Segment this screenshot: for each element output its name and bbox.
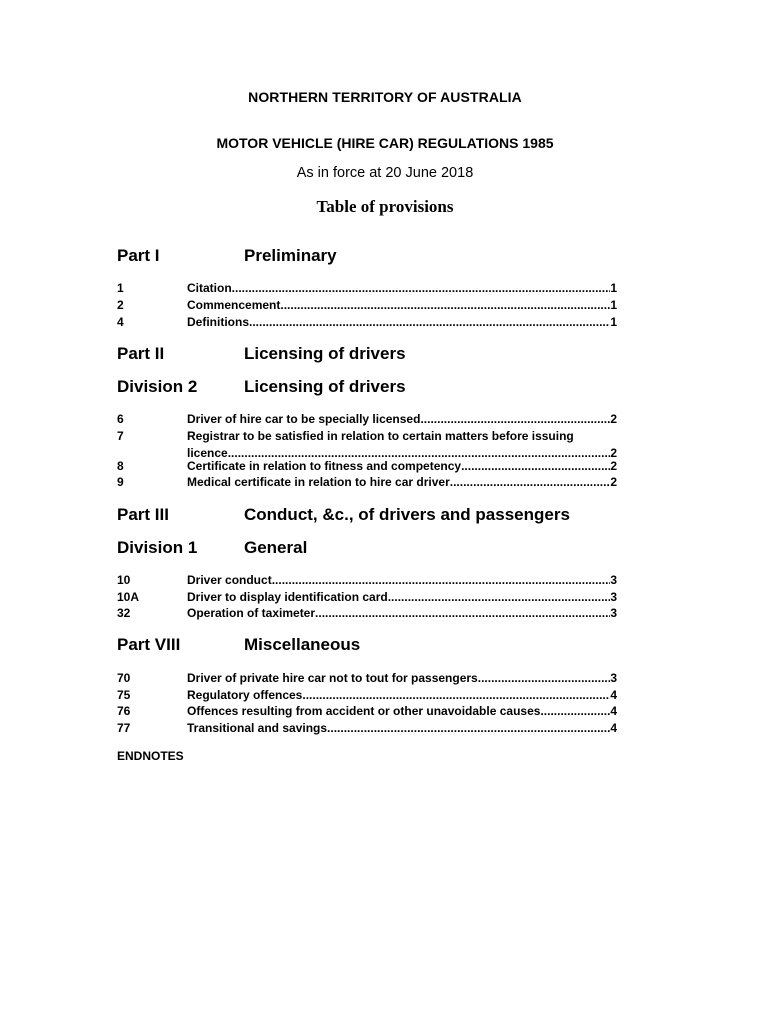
provision-title: Driver to display identification card: [187, 590, 388, 604]
dot-leader: [461, 458, 610, 475]
page-number: 2: [610, 412, 617, 426]
provision-title: Certificate in relation to fitness and competency: [187, 459, 462, 473]
provision-number: 32: [117, 606, 131, 620]
provision-title: Citation: [187, 281, 232, 295]
part-number: Part I: [117, 246, 160, 265]
dot-leader: [478, 670, 611, 687]
provision-number: 10A: [117, 590, 140, 604]
part-name: Conduct, &c., of drivers and passengers: [244, 505, 570, 524]
division-number: Division 2: [117, 377, 198, 396]
provision-number: 7: [117, 429, 124, 443]
provision-title: Commencement: [187, 298, 281, 312]
provision-number: 77: [117, 721, 131, 735]
part-number: Part III: [117, 505, 169, 524]
page-number: 4: [610, 704, 617, 718]
page-number: 4: [610, 721, 617, 735]
provision-title: licence: [187, 446, 228, 460]
provision-title: Offences resulting from accident or other unavoidable causes: [187, 704, 541, 718]
division-number: Division 1: [117, 538, 198, 557]
page-number: 2: [610, 459, 617, 473]
page-number: 4: [610, 688, 617, 702]
provision-number: 76: [117, 704, 131, 718]
in-force-date: As in force at 20 June 2018: [296, 165, 474, 181]
dot-leader: [450, 474, 611, 491]
dot-leader: [540, 703, 610, 720]
division-name: Licensing of drivers: [244, 377, 406, 396]
part-name: Preliminary: [244, 246, 337, 265]
page-number: 3: [610, 606, 617, 620]
page-number: 3: [610, 573, 617, 587]
page-number: 1: [610, 298, 617, 312]
endnotes-link[interactable]: ENDNOTES: [117, 749, 184, 763]
provision-title: Driver of hire car to be specially licensed: [187, 412, 421, 426]
part-name: Licensing of drivers: [244, 344, 406, 363]
page-number: 1: [610, 315, 617, 329]
provision-number: 8: [117, 459, 124, 473]
dot-leader: [302, 687, 610, 704]
dot-leader: [315, 605, 610, 622]
provision-number: 1: [117, 281, 124, 295]
provision-title: Driver of private hire car not to tout for passengers: [187, 671, 478, 685]
dot-leader: [327, 720, 610, 737]
provision-title: Transitional and savings: [187, 721, 328, 735]
provision-title: Definitions: [187, 315, 249, 329]
dot-leader: [232, 280, 611, 297]
provision-number: 2: [117, 298, 124, 312]
provision-number: 4: [117, 315, 124, 329]
dot-leader: [420, 411, 610, 428]
provision-number: 10: [117, 573, 131, 587]
page-number: 2: [610, 475, 617, 489]
provision-title-line1: Registrar to be satisfied in relation to certain matters before issuing: [187, 429, 574, 443]
dot-leader: [249, 314, 610, 331]
page-number: 2: [610, 446, 617, 460]
page-number: 3: [610, 590, 617, 604]
page-number: 1: [610, 281, 617, 295]
part-number: Part VIII: [117, 635, 181, 654]
division-name: General: [244, 538, 308, 557]
provision-title: Medical certificate in relation to hire car driver: [187, 475, 450, 489]
jurisdiction-heading: NORTHERN TERRITORY OF AUSTRALIA: [248, 89, 522, 105]
dot-leader: [280, 297, 610, 314]
part-number: Part II: [117, 344, 165, 363]
provision-number: 6: [117, 412, 124, 426]
part-name: Miscellaneous: [244, 635, 361, 654]
provision-number: 75: [117, 688, 131, 702]
provision-number: 70: [117, 671, 131, 685]
toc-heading: Table of provisions: [316, 197, 454, 216]
regulation-title: MOTOR VEHICLE (HIRE CAR) REGULATIONS 1985: [216, 135, 554, 151]
page-number: 3: [610, 671, 617, 685]
dot-leader: [388, 589, 611, 606]
dot-leader: [272, 572, 611, 589]
provision-number: 9: [117, 475, 124, 489]
provision-title: Regulatory offences: [187, 688, 303, 702]
provision-title: Operation of taximeter: [187, 606, 316, 620]
provision-title: Driver conduct: [187, 573, 272, 587]
